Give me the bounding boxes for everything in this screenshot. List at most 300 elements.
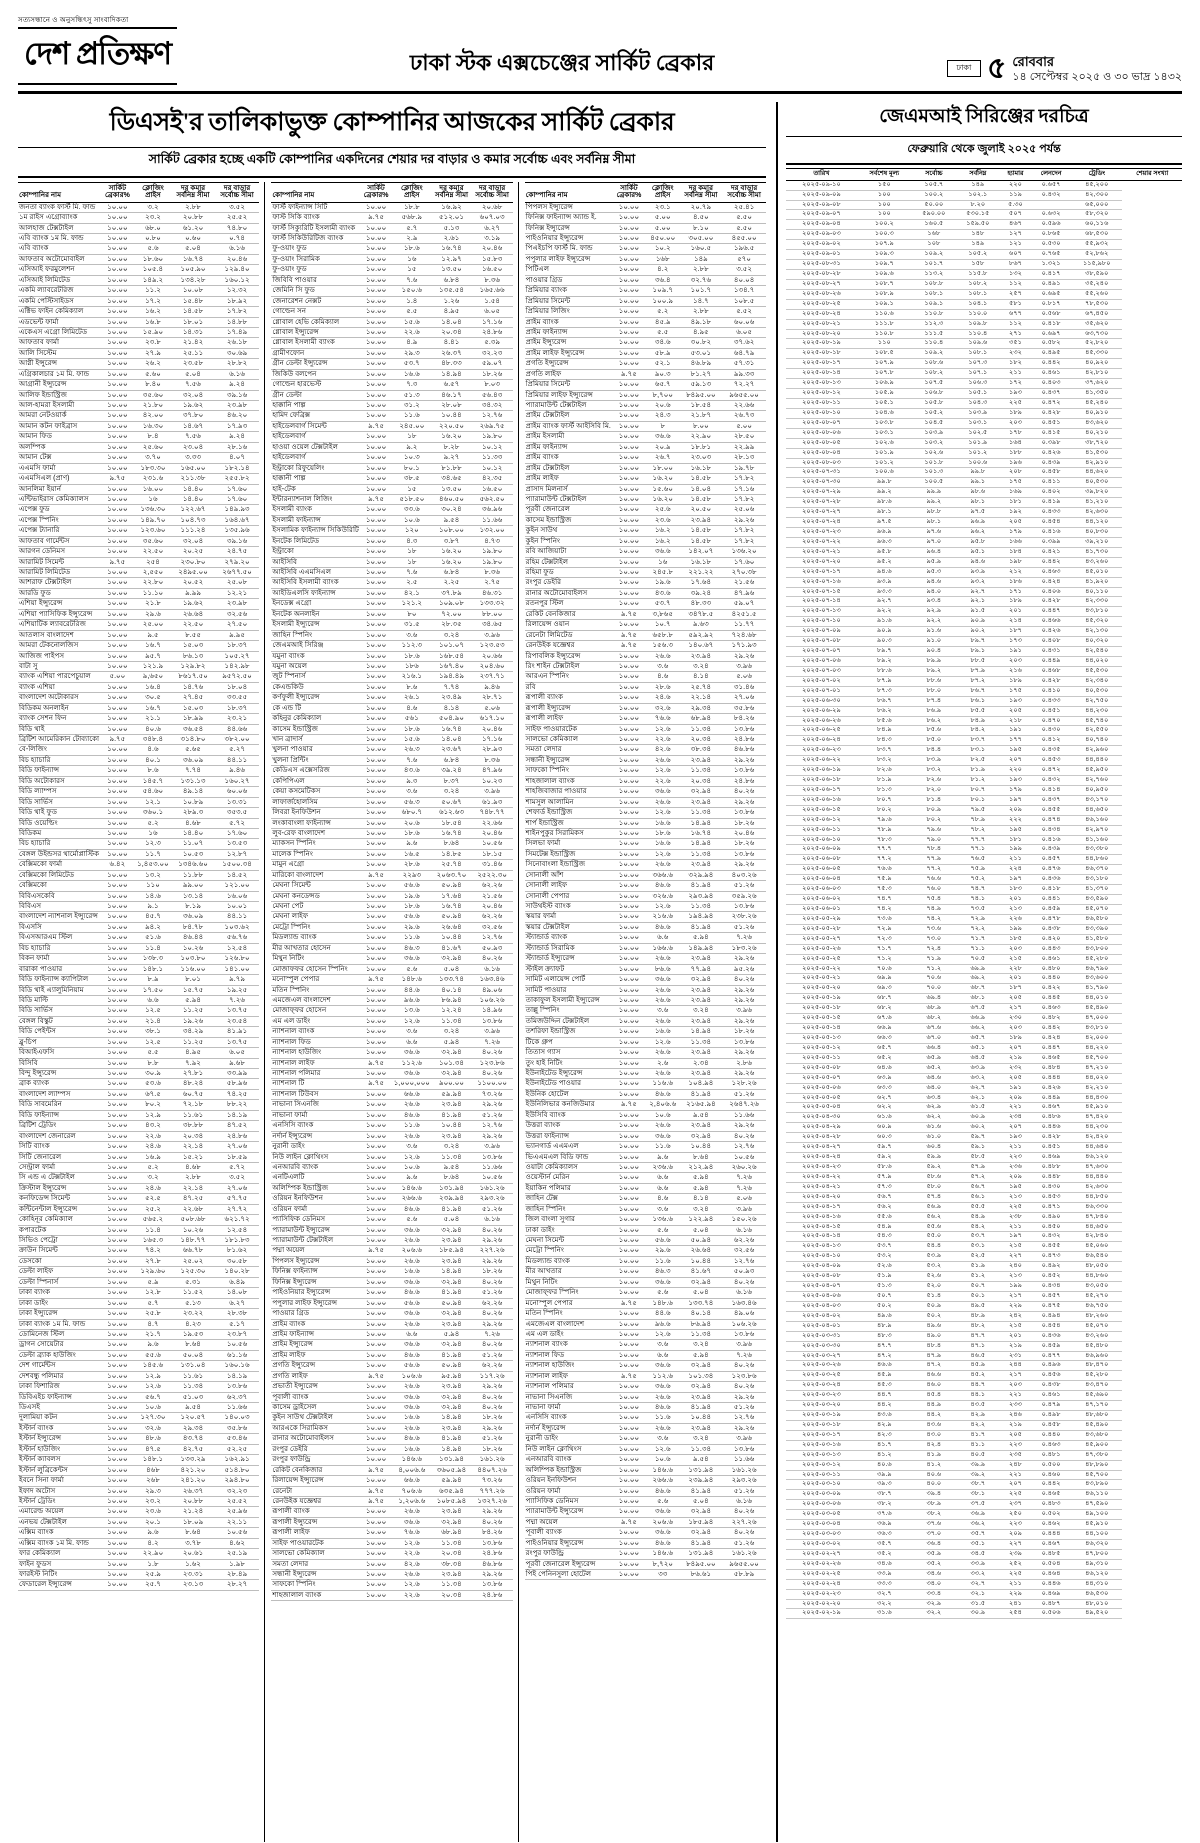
cell-value: ৪৫,৪৮০: [1071, 1341, 1122, 1351]
cell-name: বাংলাদেশ ল্যাম্পস: [18, 1089, 100, 1099]
table-row: [18, 620, 259, 630]
table-row: [786, 210, 1182, 220]
cell-value: ৩৪.৬: [646, 338, 680, 348]
cell-value: ৮৪.২: [956, 726, 1000, 736]
cell-name: ইন্টারন্যাশনাল লিজিং: [271, 494, 360, 504]
cell-value: ০.৪৪৬: [1031, 1579, 1071, 1589]
cell-value: ১০.০০: [360, 1298, 392, 1308]
cell-name: ২০২৫-০৯-০৭: [786, 210, 857, 220]
cell-value: ৪১.৭: [857, 1440, 912, 1450]
cell-value: ৪৩,৬৮০: [1071, 1430, 1122, 1440]
cell-name: ২০২৫-০৭-৩০: [786, 478, 857, 488]
cell-value: ২,৪০৬.৬: [646, 1100, 680, 1110]
cell-value: ২৫.৫২: [215, 1496, 260, 1506]
table-row: [786, 309, 1182, 319]
cell-value: ৩২.৯৪: [680, 1361, 723, 1371]
cell-value: ৯৮.১: [912, 518, 956, 528]
cell-value: ১০.০০: [100, 964, 135, 974]
cell-value: ১০.০০: [360, 599, 392, 609]
cell-value: ৯০.৩: [857, 637, 912, 647]
cell-value: ১০.০০: [612, 1006, 646, 1016]
cell-value: ৯২.২: [857, 607, 912, 617]
cell-value: ৫৭.৩১: [722, 359, 766, 369]
cell-value: ১০.০০: [100, 1215, 135, 1225]
cell-value: ২১৫: [1000, 1321, 1031, 1331]
cell-value: ১৯৪.৯৪: [680, 912, 723, 922]
cell-value: ১০.০০: [612, 275, 646, 285]
cell-name: ড্রাগন সোয়েটার: [18, 1340, 100, 1350]
cell-value: ৯০.৪: [912, 647, 956, 657]
cell-value: ৬৬.৯: [857, 1024, 912, 1034]
cell-value: ১০৮.৮: [912, 279, 956, 289]
cell-value: ০.৬৯৭: [1031, 329, 1071, 339]
cell-value: ৪৮,৪৭০: [1071, 1361, 1122, 1371]
cell-value: ১০.০০: [612, 568, 646, 578]
cell-value: ৩৩.৩: [857, 1579, 912, 1589]
cell-value: ১০.০০: [360, 1142, 392, 1152]
cell-value: ৪৪০৭.২৬: [472, 1465, 513, 1475]
cell-value: ১০.০০: [100, 1016, 135, 1026]
cell-name: ক্রাউন সিমেন্ট: [18, 1246, 100, 1256]
cell-value: ১৬.০০: [135, 484, 172, 494]
table-row: [786, 1034, 1182, 1044]
cell-value: ৪.২: [135, 1538, 172, 1548]
cell-value: ২০.৫০: [680, 505, 723, 515]
table-row: [18, 808, 259, 818]
cell-name: মিথুন নিটিং: [271, 954, 360, 964]
cell-value: ৩.৫২: [215, 1173, 260, 1183]
cell-value: ০.৪৩৩: [1031, 508, 1071, 518]
cell-value: ১০.০০: [612, 1559, 646, 1569]
cell-name: বিচ হ্যাচারি: [18, 839, 100, 849]
cell-name: ২০২৫-০৭-২০: [786, 557, 857, 567]
cell-value: ১০.৫৬: [722, 1152, 766, 1162]
cell-value: ৪.৬: [135, 745, 172, 755]
cell-value: ০.৫৯৬: [1031, 220, 1071, 230]
table-row: [271, 338, 512, 348]
cell-name: বিএসসি: [18, 922, 100, 932]
cell-value: ১০.০০: [100, 1309, 135, 1319]
cell-value: ৫.০০: [100, 672, 135, 682]
cell-value: ০.৪৭৮: [1031, 914, 1071, 924]
cell-value: ১৬.৬: [392, 1267, 431, 1277]
cell-value: ৮.৩৭: [431, 776, 471, 786]
cell-value: ৪৩.০: [912, 1430, 956, 1440]
cell-value: ০.৮০: [135, 234, 172, 244]
cell-value: ২১.১: [135, 714, 172, 724]
cell-value: ৪৬.৬: [392, 1204, 431, 1214]
table-row: [271, 1069, 512, 1079]
cell-value: ৯.৭৫: [360, 870, 392, 880]
cell-value: ৩.২৪: [431, 1142, 471, 1152]
cell-value: ১০.০০: [100, 1486, 135, 1496]
cell-value: ২২.৫০: [135, 547, 172, 557]
cell-value: ৬.৫৭: [431, 380, 471, 390]
cell-value: ১০৫.২: [956, 250, 1000, 260]
cell-value: ২৩.৯৪: [680, 1423, 723, 1433]
table-row: [271, 1455, 512, 1465]
cell-value: ৫১.২৬: [472, 1288, 513, 1298]
cell-value: ৩২.৭: [956, 1579, 1000, 1589]
table-row: [525, 766, 766, 776]
cell-value: ১০.০০: [100, 348, 135, 358]
cell-value: ৫.০৪: [680, 1288, 723, 1298]
cell-name: প্রিমিয়ার ব্যাংক: [525, 286, 612, 296]
cell-value: ৫৩.৬: [135, 1079, 172, 1089]
cell-value: ১৬১.২৬: [472, 1183, 513, 1193]
table-row: [786, 617, 1182, 627]
cell-value: ১১০০.০০: [472, 1079, 513, 1089]
cell-value: ৫১.২৬: [722, 922, 766, 932]
cell-value: ৫৭.২: [956, 1172, 1000, 1182]
table-row: [525, 453, 766, 463]
table-row: [18, 536, 259, 546]
cell-name: তমিজউদ্দিন টেক্সটাইল: [525, 1016, 612, 1026]
cell-value: ১০৯.৬: [956, 339, 1000, 349]
cell-value: ৭২.৩: [857, 934, 912, 944]
cell-value: ১১.৬১: [171, 1371, 215, 1381]
cell-value: ৯.৭৫: [612, 1517, 646, 1527]
table-row: [18, 797, 259, 807]
cell-value: ১২০: [392, 526, 431, 536]
cell-value: ২৬.৭৩: [722, 411, 766, 421]
cell-value: ৯.৭৫: [100, 474, 135, 484]
cell-value: ৮১.৯: [857, 776, 912, 786]
table-row: [525, 202, 766, 212]
cell-value: ০.৪১৫: [1031, 428, 1071, 438]
cell-value: ২৮.০৮: [431, 401, 471, 411]
table-row: [525, 1392, 766, 1402]
table-row: [786, 1123, 1182, 1133]
cell-value: ১০.০০: [612, 891, 646, 901]
cell-value: ৫.৭: [392, 223, 431, 233]
cell-value: ১০.০০: [612, 380, 646, 390]
table-row: [525, 630, 766, 640]
cell-name: ২০২৫-০৭-১৪: [786, 597, 857, 607]
cell-value: ২৩৪: [1000, 1113, 1031, 1123]
cell-value: ৮.০৩: [472, 380, 513, 390]
table-row: [786, 1063, 1182, 1073]
cell-value: ১০.০০: [360, 1434, 392, 1444]
cell-value: ৫২.২৫: [215, 1444, 260, 1454]
cell-value: ১৬১.২৬: [722, 1465, 766, 1475]
cell-name: বিচ হ্যাচারি: [18, 755, 100, 765]
cell-value: ৯.১: [135, 902, 172, 912]
cell-value: ১০.০০: [100, 620, 135, 630]
cell-value: ২৬.৬: [392, 1570, 431, 1580]
cell-value: ২০৬৩.৭০: [431, 870, 471, 880]
cell-value: ৩১.২: [392, 401, 431, 411]
cell-value: ৭১.৭: [956, 934, 1000, 944]
cell-value: ১০.০০: [100, 1434, 135, 1444]
cell-value: ৪১.২: [912, 1460, 956, 1470]
cell-value: ১৭.৪৯: [215, 327, 260, 337]
cell-value: ১৮.২৬: [722, 1027, 766, 1037]
cell-value: ২৩.০৩: [680, 453, 723, 463]
cell-value: ৪৭.২৫: [171, 1194, 215, 1204]
cell-value: ১১২: [1000, 319, 1031, 329]
table-row: [786, 1569, 1182, 1579]
table-row: [271, 494, 512, 504]
cell-value: ২০৮: [1000, 468, 1031, 478]
cell-name: ব্যাংক এশিয়া পারপেচুয়াল: [18, 672, 100, 682]
cell-value: ৬৫.২: [857, 1053, 912, 1063]
cell-value: ২২৩: [1000, 1520, 1031, 1530]
cell-value: ৪৪,৪৪০: [1071, 756, 1122, 766]
dse-table-3: [525, 182, 766, 1580]
cell-name: ২০২৫-০৫-১৫: [786, 1014, 857, 1024]
cell-name: আলিফ ইন্ডাস্ট্রিজ: [18, 390, 100, 400]
cell-value: ৯.২৪: [215, 432, 260, 442]
table-row: [271, 1277, 512, 1287]
cell-value: ৬৭.৫: [956, 1004, 1000, 1014]
cell-value: ১.৩২১: [1031, 260, 1071, 270]
cell-value: ৯.৭৫: [360, 213, 392, 223]
cell-value: ১৬.৬: [646, 839, 680, 849]
cell-value: ১৯৫: [1000, 1182, 1031, 1192]
cell-value: ২৩.৯৪: [680, 651, 723, 661]
col-head-high: দর বাড়ার সর্বোচ্চ সীমা: [472, 183, 513, 203]
cell-value: ৮৫.০: [912, 736, 956, 746]
cell-value: ২২.৫০: [171, 620, 215, 630]
cell-value: ২৯.২৬: [472, 1319, 513, 1329]
table-row: [18, 286, 259, 296]
table-row: [271, 557, 512, 567]
cell-name: ২০২৫-০৫-২১: [786, 974, 857, 984]
cell-value: ৪১.৯: [912, 1450, 956, 1460]
cell-value: ৪২,০০০: [1071, 1034, 1122, 1044]
cell-value: ৪২,৯৬০: [1071, 746, 1122, 756]
cell-name: ২০২৫-০৩-১৯: [786, 1411, 857, 1421]
cell-value: ২০৯: [1000, 1530, 1031, 1540]
cell-value: ২০৯: [1000, 1172, 1031, 1182]
cell-value: ২৩.৯৪: [680, 797, 723, 807]
cell-value: ১৮৫.৯৪: [680, 1517, 723, 1527]
cell-value: ৪৬.৬: [392, 1434, 431, 1444]
cell-value: ৬৪.৬: [912, 1073, 956, 1083]
cell-value: ৬৬.৭৮: [171, 1246, 215, 1256]
cell-value: ১১.৩৪: [680, 902, 723, 912]
table-row: [271, 975, 512, 985]
cell-value: ৪০.৬: [912, 1470, 956, 1480]
cell-value: ২৩.৯৪: [431, 1423, 471, 1433]
table-row: [271, 1236, 512, 1246]
cell-name: জাহিন স্পিনিং: [271, 630, 360, 640]
cell-value: ৯.৭৫: [360, 1371, 392, 1381]
cell-value: ৭.২৬: [722, 1183, 766, 1193]
cell-value: ৮৪.৯: [857, 726, 912, 736]
cell-value: ৯.৭৫: [612, 1298, 646, 1308]
cell-value: ১৪৮: [956, 230, 1000, 240]
cell-value: ১৪৯.২: [135, 275, 172, 285]
cell-name: ২০২৫-০৬-২২: [786, 756, 857, 766]
cell-name: স্ট্যান্ডার্ড ব্যাংক: [525, 933, 612, 943]
cell-value: ৬৯.৯: [857, 974, 912, 984]
cell-value: ৬৬.২: [956, 1024, 1000, 1034]
cell-value: ৩.২৪: [431, 1027, 471, 1037]
cell-value: ২২.৯০: [680, 432, 723, 442]
cell-value: ১৭৫: [1000, 686, 1031, 696]
cell-value: ৪৫,৪৯০: [1071, 1004, 1122, 1014]
table-row: [525, 1204, 766, 1214]
table-row: [525, 1455, 766, 1465]
cell-value: ৫৬.৪৩: [472, 390, 513, 400]
cell-value: ৭৫.৯: [857, 875, 912, 885]
cell-value: ১০.০০: [612, 1256, 646, 1266]
cell-value: ১০.০০: [100, 985, 135, 995]
cell-value: ০.৪৩২: [1031, 776, 1071, 786]
cell-value: ৪০,৮৩০: [1071, 527, 1122, 537]
cell-value: ৪০৩.২৬: [722, 870, 766, 880]
table-row: [786, 1242, 1182, 1252]
table-row: [271, 202, 512, 212]
cell-value: ১৩.৮৬: [472, 1538, 513, 1548]
cell-value: ১০.০০: [100, 828, 135, 838]
cell-value: ২২৬: [1000, 914, 1031, 924]
table-row: [271, 755, 512, 765]
table-row: [525, 1350, 766, 1360]
cell-value: ৫৯.২: [912, 1162, 956, 1172]
cell-value: ২৫.৭৪: [680, 682, 723, 692]
cell-value: ১০.২৬: [171, 943, 215, 953]
cell-value: ৪০.১: [135, 755, 172, 765]
cell-value: ৩.৮৭: [431, 536, 471, 546]
cell-name: ২০২৫-০৬-২৫: [786, 726, 857, 736]
cell-value: ৪৩.৬: [912, 1420, 956, 1430]
cell-value: ৯৯.৮: [857, 478, 912, 488]
table-row: [271, 275, 512, 285]
cell-value: ১৫০: [857, 180, 912, 190]
cell-name: একেএস এগ্রো লিমিটেড: [18, 327, 100, 337]
cell-value: ১৭২: [1000, 379, 1031, 389]
table-row: [18, 213, 259, 223]
cell-value: ২০১: [1000, 607, 1031, 617]
cell-name: ২০২৫-০৩-২৬: [786, 1361, 857, 1371]
cell-name: ২০২৫-০৩-১৬: [786, 1440, 857, 1450]
cell-name: হামিদ ফেব্রিক্স: [271, 411, 360, 421]
cell-value: ১১২.৩: [912, 319, 956, 329]
cell-value: ২১২.৯৪: [680, 1162, 723, 1172]
cell-value: ১০.০০: [100, 1037, 135, 1047]
cell-value: ১৫.০৩: [171, 703, 215, 713]
cell-value: ১০.০০: [360, 390, 392, 400]
cell-value: ২৩৭.৭১: [472, 672, 513, 682]
cell-value: ৫.৩০: [1000, 200, 1031, 210]
cell-value: ৪৮.২: [956, 1321, 1000, 1331]
cell-name: ২০২৫-০৫-১১: [786, 1053, 857, 1063]
cell-value: ৮.৮: [135, 1058, 172, 1068]
cell-value: ৪৫.৭: [135, 912, 172, 922]
cell-value: ৪৬,৩২০: [1071, 1540, 1122, 1550]
table-row: [786, 339, 1182, 349]
cell-value: ১৪.৮৮: [215, 317, 260, 327]
cell-value: ০.৪৬৩: [1031, 567, 1071, 577]
cell-value: ৬.০৫: [472, 307, 513, 317]
cell-name: রতনপুর স্টিল: [525, 599, 612, 609]
cell-value: ২১৩: [1000, 1272, 1031, 1282]
table-row: [525, 1267, 766, 1277]
cell-value: ৫৯.২: [857, 1153, 912, 1163]
cell-value: ৫৮.৮৯: [722, 1570, 766, 1580]
cell-value: ১৪.৯৪: [680, 1027, 723, 1037]
table-row: [18, 985, 259, 995]
cell-value: ৯৯.৩৩: [722, 369, 766, 379]
cell-value: ১০.০০: [612, 755, 646, 765]
table-row: [525, 588, 766, 598]
page-number: ৫: [986, 51, 1007, 85]
cell-value: ৪৭,৪২০: [1071, 1113, 1122, 1123]
cell-value: ০.৫০৪: [1031, 1559, 1071, 1569]
cell-value: ১৩.৫৩: [215, 839, 260, 849]
cell-value: ৯১.৬: [857, 617, 912, 627]
cell-value: ৮৬.৬১: [680, 1570, 723, 1580]
cell-value: ০.৪৫৮: [1031, 468, 1071, 478]
cell-value: ৯.৬: [646, 1152, 680, 1162]
cell-value: ১৭.৬০: [215, 484, 260, 494]
cell-value: ৫১.২: [956, 1272, 1000, 1282]
cell-value: ৪৭.৭: [857, 1341, 912, 1351]
cell-name: সিটি জেনারেল: [18, 1152, 100, 1162]
cell-value: ২৬.৬: [646, 797, 680, 807]
cell-value: ০.৩৯৮: [1031, 438, 1071, 448]
table-row: [786, 726, 1182, 736]
cell-value: ১০.০০: [360, 1256, 392, 1266]
cell-value: ১২৯.৬০: [135, 1267, 172, 1277]
cell-value: ২৪২: [1000, 1311, 1031, 1321]
cell-value: ১৯.২৬: [171, 1016, 215, 1026]
cell-name: রেনউইক যজ্ঞেশ্বর: [271, 1496, 360, 1506]
table-row: [18, 1236, 259, 1246]
cell-value: ১১.৩৪: [680, 1444, 723, 1454]
table-row: [18, 338, 259, 348]
cell-value: ১০.০০: [360, 1444, 392, 1454]
cell-value: ২০.৮৮: [171, 1496, 215, 1506]
cell-value: ৬.৪২: [100, 860, 135, 870]
cell-value: ৯২.১: [956, 597, 1000, 607]
table-row: [18, 1476, 259, 1486]
cell-value: ২০১: [1000, 1331, 1031, 1341]
cell-value: ১০.০০: [100, 213, 135, 223]
cell-value: ০.৪৩৬: [1031, 875, 1071, 885]
cell-value: ১০.০০: [100, 1142, 135, 1152]
cell-name: ২০২৫-০৮-০৩: [786, 458, 857, 468]
table-row: [18, 1361, 259, 1371]
cell-value: ৬১.৯৩: [472, 797, 513, 807]
cell-value: ৪০.২৬: [472, 1340, 513, 1350]
cell-name: আইসিবি: [271, 557, 360, 567]
cell-value: ১০.০০: [100, 568, 135, 578]
cell-value: ১৩.৫০: [431, 484, 471, 494]
cell-value: ৩২.৯: [912, 1599, 956, 1609]
table-row: [271, 693, 512, 703]
table-row: [525, 922, 766, 932]
cell-value: ৬৮.২: [912, 1014, 956, 1024]
cell-value: ৪২,৯১০: [1071, 458, 1122, 468]
cell-value: ৪২.১: [392, 588, 431, 598]
cell-value: ১০.০০: [100, 954, 135, 964]
cell-value: ০.৪৪২: [1031, 1024, 1071, 1034]
table-row: [786, 1559, 1182, 1569]
cell-name: ইস্টার্ন লুব্রিকেন্টস: [18, 1465, 100, 1475]
cell-value: ১০.০০: [612, 286, 646, 296]
cell-value: ৭৭.৭: [956, 835, 1000, 845]
cell-value: ২২৫: [1000, 399, 1031, 409]
cell-value: ১.৫৪: [472, 296, 513, 306]
cell-value: ১০.০০: [612, 1528, 646, 1538]
cell-value: ১০.০০: [360, 1236, 392, 1246]
cell-value: ৪২,৬৩০: [1071, 1182, 1122, 1192]
cell-value: ১৪.৭: [680, 296, 723, 306]
